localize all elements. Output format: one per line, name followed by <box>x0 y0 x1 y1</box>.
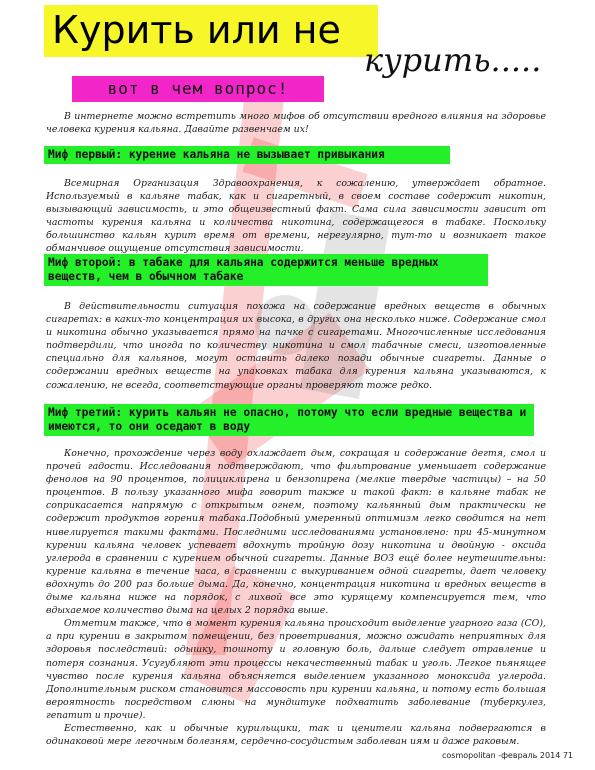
intro-text <box>46 110 546 136</box>
myth-body-2 <box>46 300 546 392</box>
page-title: Курить или не <box>52 8 341 52</box>
page-title-continuation: курить..... <box>364 41 542 79</box>
paragraph: Всемирная Организация Здравоохранения, к сожалению, утверждает обратное. Используемый в кальяне табак, как и сигаретный, в своем составе содержит никотин, вызывающий зависимость, и это общеизвестный факт. Сама сила зависимости зависит от частоты курения кальяна и количества никотина, содержащегося в табаке. Поскольку большинство кальян курит время от времени, нерегулярно, тут-то и возникает такое обманчивое ощущение отсутствия зависимости. <box>46 178 546 255</box>
page-footer: cosmopolitan -февраль 2014 71 <box>441 751 573 760</box>
paragraph: В действительности ситуация похожа на содержание вредных веществ в обычных сигаретах: в каких-то концентрация их высока, в других она несколько ниже. Содержание смол и никотина обычно указывается прямо на пачке с сигаретами. Многочисленные исследования подтвердили, что иногда по количеству никотина и смол табачные смеси, изготовленные специально для кальянов, могут оставить далеко позади обычные сигареты. Данные о содержании вредных веществ на упаковках табака для курения кальяна указываются, к сожалению, не всегда, соответствующие органы проверяют тоже редко. <box>46 301 546 391</box>
myth-heading-2: Миф второй: в табаке для кальяна содержится меньше вредных веществ, чем в обычном табаке <box>44 254 488 286</box>
paragraph: Естественно, как и обычные курильщики, так и ценители кальяна подвергаются в одинаковой мере легочным болезням, сердечно-сосудистым заболеван иям и даже раковым. <box>46 722 546 748</box>
paragraph: Конечно, прохождение через воду охлаждает дым, сокращая и содержание дегтя, смол и прочей гадости. Исследования подтверждают, что фильтрование уменьшает содержание фенолов на 90 процентов, полициклирена и бензопирена (мелкие твердые частицы) – на 50 процентов. В пользу указанного мифа говорит также и такой факт: в кальяне табак не соприкасается напрямую с открытым огнем, поэтому кальянный дым практически не содержит продуктов горения табака.Подобный умеренный оптимизм легко сводится на нет нивелируется такими фактами. Последними исследованиями установлено: при 45-минутном курении кальяна человек успевает вдохнуть тройную дозу никотина и двойную - оксида углерода в сравнении с курением обычной сигареты. Данные ВОЗ ещё более неутешительны: курение кальяна в течение часа, в сравнении с выкуриванием одной сигареты, дает человеку вдохнуть до 200 раз больше дыма. Да, конечно, концентрация никотина и вредных веществ в дыме кальяна ниже на порядок, с лихвой все это курящему компенсируется тем, что вдыхаемое количество дыма на целых 2 порядка выше. <box>46 448 546 617</box>
page-subtitle: вот в чем вопрос! <box>72 76 324 102</box>
myth-body-3 <box>46 447 546 748</box>
myth-heading-1: Миф первый: курение кальяна не вызывает привыкания <box>44 146 450 164</box>
myth-body-1 <box>46 177 546 256</box>
myth-heading-3: Миф третий: курить кальян не опасно, потому что если вредные вещества и имеются, то они оседают в воду <box>44 404 534 436</box>
intro-paragraph: В интернете можно встретить много мифов об отсутствии вредного влияния на здоровье человека курения кальяна. Давайте развенчаем их! <box>46 111 546 136</box>
paragraph: Отметим также, что в момент курения кальяна происходит выделение угарного газа (CO), а при курении в закрытом помещении, без проветривания, можно ожидать неприятных для здоровья последствий: одышку, тошноту и головную боль, дальше следует отравление и потеря сознания. Усугубляют эти процессы некачественный табак и уголь. Легкое пьянящее чувство после курения кальяна объясняется выделением указанного моноксида углерода. Дополнительным риском становится массовость при курении кальяна, и потому есть большая вероятность посредством слюны на мундштуке подхватить заболевание (туберкулез, гепатит и прочие). <box>46 618 546 721</box>
